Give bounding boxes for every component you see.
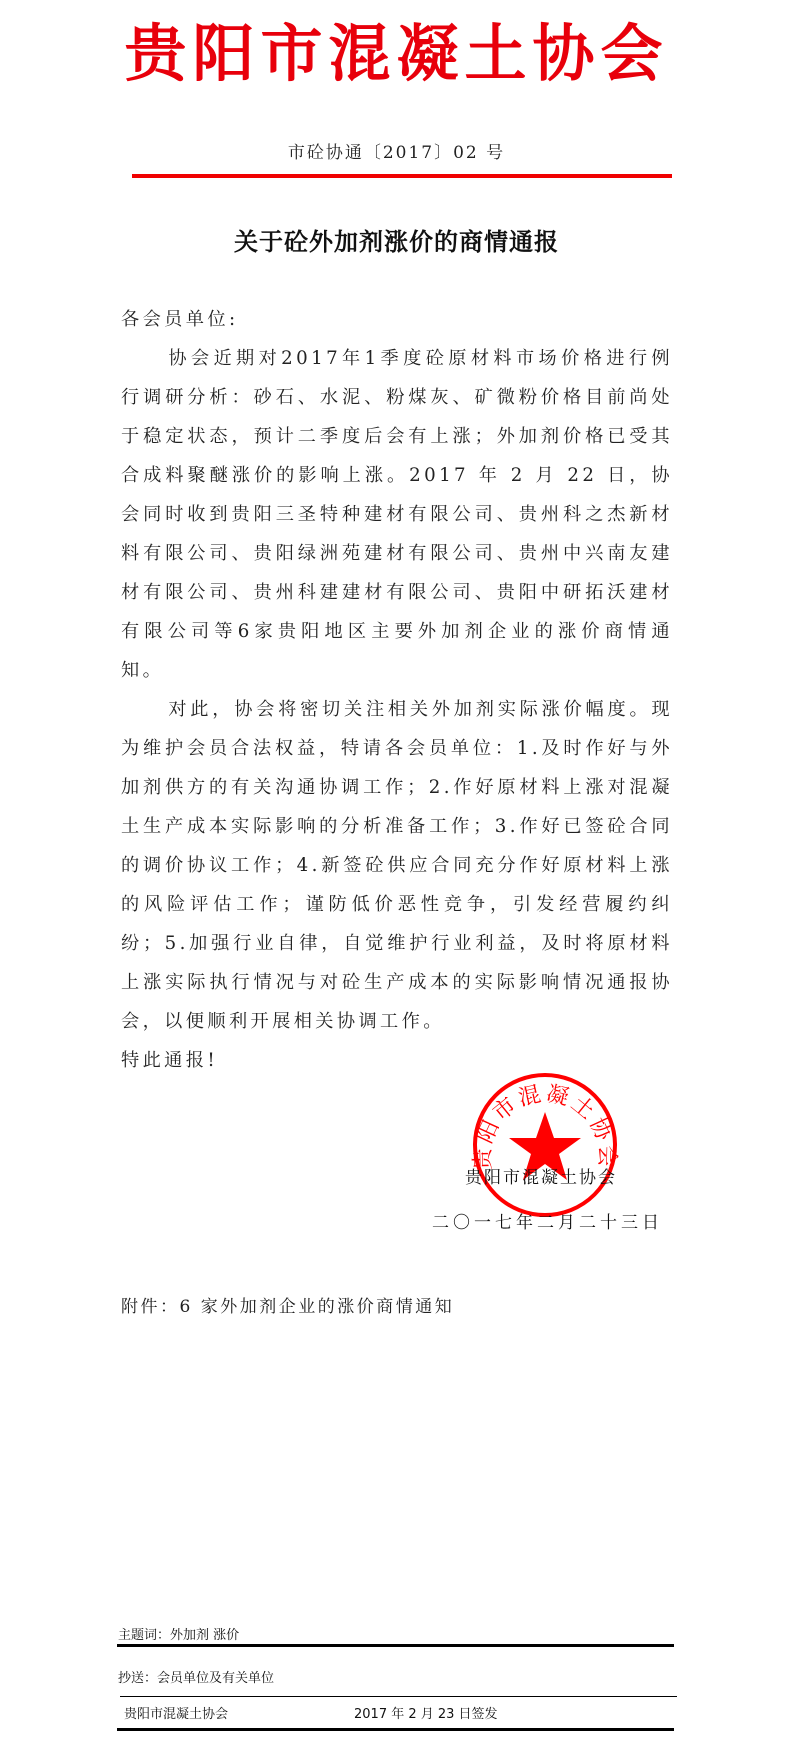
footer-keywords: 主题词：外加剂 涨价 (118, 1628, 240, 1643)
footer-rule-2 (120, 1696, 677, 1697)
seal-text: 贵阳市混凝土协会 (470, 1081, 620, 1171)
document-title: 关于砼外加剂涨价的商情通报 (234, 227, 559, 256)
footer-cc: 抄送：会员单位及有关单位 (118, 1671, 275, 1686)
footer-rule-3 (117, 1728, 674, 1731)
attachment-note: 附件：6 家外加剂企业的涨价商情通知 (121, 1297, 455, 1317)
masthead-org-name: 贵阳市混凝土协会 (124, 17, 669, 90)
footer-issue-date: 2017 年 2 月 23 日签发 (354, 1707, 498, 1722)
paragraph-2: 对此，协会将密切关注相关外加剂实际涨价幅度。现为维护会员合法权益，特请各会员单位：1.及时作好与外加剂供方的有关沟通协调工作；2.作好原材料上涨对混凝土生产成本实际影响的分析准备工作；3.作好已签砼合同的调价协议工作；4.新签砼供应合同充分作好原材料上涨的风险评估工作；谨防低价恶性竞争，引发经营履约纠纷；5.加强行业自律，自觉维护行业利益，及时将原材料上涨实际执行情况与对砼生产成本的实际影响情况通报协会，以便顺利开展相关协调工作。 (121, 699, 673, 1032)
document-number: 市砼协通〔2017〕02 号 (287, 143, 506, 163)
signature-date: 二〇一七年二月二十三日 (432, 1213, 663, 1233)
official-seal (470, 1070, 620, 1220)
red-divider (132, 174, 672, 178)
footer-issuer: 贵阳市混凝土协会 (124, 1707, 229, 1722)
signature-org: 贵阳市混凝土协会 (465, 1168, 617, 1188)
document-body (121, 300, 673, 1080)
footer-rule-1 (117, 1644, 674, 1647)
paragraph-1: 协会近期对2017年1季度砼原材料市场价格进行例行调研分析：砂石、水泥、粉煤灰、矿微粉价格目前尚处于稳定状态，预计二季度后会有上涨；外加剂价格已受其合成料聚醚涨价的影响上涨。2017 年 2 月 22 日，协会同时收到贵阳三圣特种建材有限公司、贵州科之杰新材料有限公司、贵阳绿洲苑建材有限公司、贵州中兴南友建材有限公司、贵州科建建材有限公司、贵阳中研拓沃建材有限公司等6家贵阳地区主要外加剂企业的涨价商情通知。 (121, 348, 673, 681)
salutation: 各会员单位: (121, 309, 239, 330)
closing-line: 特此通报! (121, 1050, 219, 1071)
